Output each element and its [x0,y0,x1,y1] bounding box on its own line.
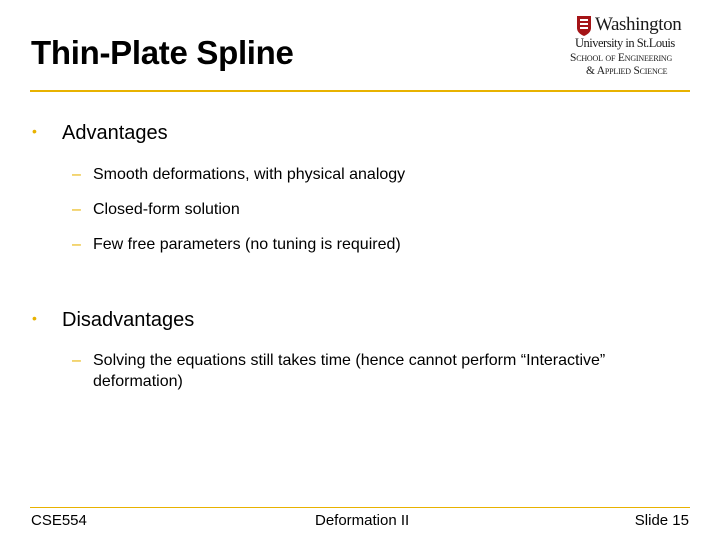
logo-line-1: Washington [595,14,682,35]
sub-bullet [72,164,683,185]
sub-bullet [72,234,683,255]
dash-marker: – [72,166,81,183]
slide-title: Thin-Plate Spline [31,34,294,71]
bullet-heading: Advantages [62,122,168,144]
footer-topic: Deformation II [315,512,410,529]
title-divider [30,90,690,92]
sub-bullet-text: Smooth deformations, with physical analogy [93,166,406,183]
university-logo [570,14,688,80]
bullet-heading: Disadvantages [62,309,195,331]
footer-course: CSE554 [31,512,87,529]
bullet-marker: • [32,123,37,139]
footer-slide-number: Slide 15 [634,512,689,529]
bullet-disadvantages [32,309,194,332]
sub-bullet-text: Few free parameters (no tuning is required) [93,236,401,253]
logo-line-2: University in St.Louis [575,36,675,50]
sub-bullet-text: Closed-form solution [93,201,240,218]
dash-marker: – [72,201,81,218]
bullet-advantages [32,122,168,145]
sub-bullet [72,199,683,220]
sub-bullet [72,350,683,392]
dash-marker: – [72,352,81,369]
bullet-marker: • [32,310,37,326]
dash-marker: – [72,236,81,253]
footer-divider [30,507,690,508]
sub-bullet-text: Solving the equations still takes time (hence cannot perform “Interactive” deformation) [93,352,606,390]
shield-icon [577,16,591,36]
logo-line-4: & Applied Science [586,65,668,77]
logo-line-3: School of Engineering [570,52,673,64]
